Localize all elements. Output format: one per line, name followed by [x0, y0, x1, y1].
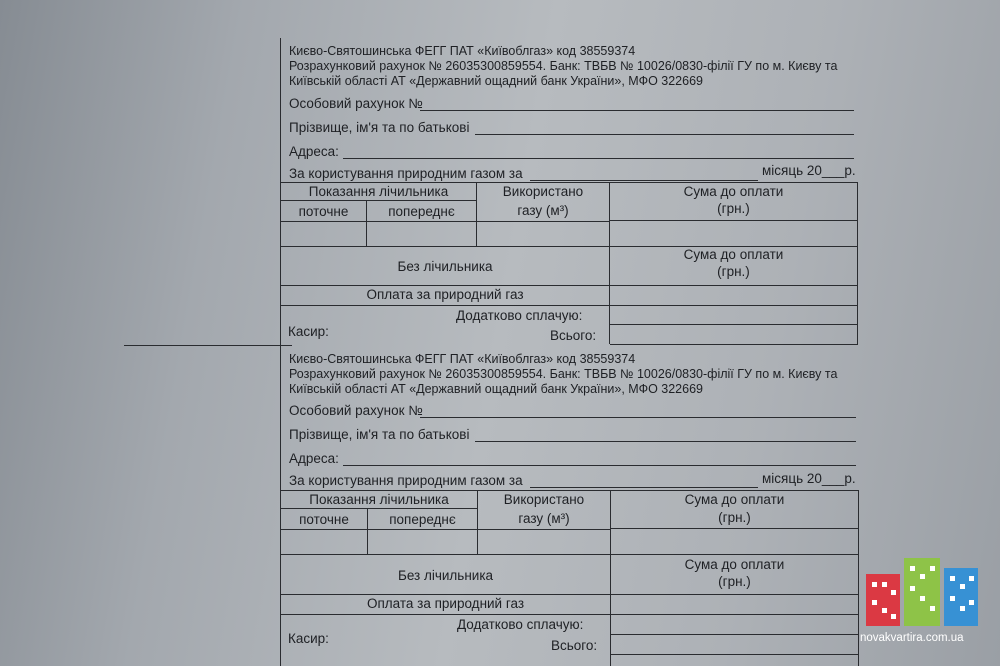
- total-label: Всього:: [550, 328, 597, 343]
- no-meter-label: Без лічильника: [397, 259, 493, 274]
- gas-payment-label: Оплата за природний газ: [366, 596, 525, 611]
- sum1-bottom: [610, 220, 858, 221]
- no-meter-label: Без лічильника: [397, 568, 494, 583]
- sum-label-1: Сума до оплати: [683, 184, 784, 199]
- personal-account-label: Особовий рахунок №: [289, 403, 423, 418]
- usage-label: За користування природним газом за: [289, 166, 523, 181]
- name-field[interactable]: [475, 134, 854, 135]
- table-bottom: [611, 654, 859, 655]
- address-field[interactable]: [343, 158, 854, 159]
- account-line: Розрахунковий рахунок № 26035300859554. Банк: ТВБВ № 10026/0830-філії ГУ по м. Києву та: [289, 59, 838, 73]
- used-unit: газу (м³): [517, 203, 569, 218]
- personal-account-field[interactable]: [420, 110, 854, 111]
- meter-values-bottom: [281, 554, 859, 555]
- previous-label: попереднє: [389, 512, 456, 527]
- watermark-site: novakvartira.com.ua: [860, 632, 964, 644]
- name-label: Прізвище, ім'я та по батькові: [289, 120, 470, 135]
- sum-unit-1: (грн.): [717, 201, 750, 216]
- meter-subheader-line: [281, 508, 478, 509]
- no-meter-bottom: [281, 285, 858, 286]
- gas-payment-bottom: [281, 614, 859, 615]
- table-right-border: [857, 182, 858, 344]
- table-top: [281, 490, 859, 491]
- additional-bottom: [611, 634, 859, 635]
- gas-payment-label: Оплата за природний газ: [366, 287, 524, 302]
- address-field[interactable]: [343, 465, 856, 466]
- month-label: місяць 20___р.: [762, 163, 856, 178]
- additional-label: Додатково сплачую:: [456, 308, 583, 323]
- month-label: місяць 20___р.: [762, 471, 856, 486]
- meter-header-bottom: [281, 221, 610, 222]
- bank-line: Київській області АТ «Державний ощадний банк України», МФО 322669: [289, 382, 703, 396]
- previous-label: попереднє: [388, 204, 455, 219]
- name-field[interactable]: [475, 441, 856, 442]
- current-label: поточне: [298, 204, 349, 219]
- additional-bottom: [610, 324, 858, 325]
- meter-header: Показання лічильника: [309, 492, 449, 507]
- personal-account-field[interactable]: [420, 417, 856, 418]
- cashier-label: Касир:: [288, 324, 329, 339]
- no-meter-bottom: [281, 594, 859, 595]
- bank-line: Київській області АТ «Державний ощадний банк України», МФО 322669: [289, 74, 703, 88]
- building-logo-icon: [864, 556, 982, 626]
- used-label: Використано: [502, 184, 584, 199]
- table-bottom: [610, 344, 858, 345]
- personal-account-label: Особовий рахунок №: [289, 96, 423, 111]
- sum-label-2: Сума до оплати: [684, 557, 785, 572]
- current-label: поточне: [299, 512, 349, 527]
- gas-payment-bottom: [281, 305, 858, 306]
- total-label: Всього:: [551, 638, 598, 653]
- sum-unit-1: (грн.): [718, 510, 751, 525]
- usage-period-field[interactable]: [530, 180, 758, 181]
- meter-subheader-line: [281, 200, 477, 201]
- used-unit: газу (м³): [518, 511, 570, 526]
- address-label: Адреса:: [289, 144, 339, 159]
- meter-header-bottom: [281, 529, 611, 530]
- sum-label-1: Сума до оплати: [684, 492, 785, 507]
- cashier-label: Касир:: [288, 631, 329, 646]
- address-label: Адреса:: [289, 451, 339, 466]
- sum-unit-2: (грн.): [718, 574, 751, 589]
- sum1-bottom: [611, 528, 859, 529]
- sum-unit-2: (грн.): [717, 264, 750, 279]
- cut-line: [124, 345, 292, 346]
- meter-header: Показання лічильника: [308, 184, 449, 199]
- table-right-border: [858, 490, 859, 666]
- additional-label: Додатково сплачую:: [457, 617, 584, 632]
- name-label: Прізвище, ім'я та по батькові: [289, 427, 470, 442]
- used-label: Використано: [503, 492, 585, 507]
- org-line: Києво-Святошинська ФЕГГ ПАТ «Київоблгаз» код 38559374: [289, 44, 636, 58]
- org-line: Києво-Святошинська ФЕГГ ПАТ «Київоблгаз» код 38559374: [289, 352, 636, 366]
- table-top: [281, 182, 858, 183]
- usage-period-field[interactable]: [530, 487, 758, 488]
- sum-label-2: Сума до оплати: [683, 247, 784, 262]
- account-line: Розрахунковий рахунок № 26035300859554. Банк: ТВБВ № 10026/0830-філії ГУ по м. Києву та: [289, 367, 838, 381]
- usage-label: За користування природним газом за: [289, 473, 523, 488]
